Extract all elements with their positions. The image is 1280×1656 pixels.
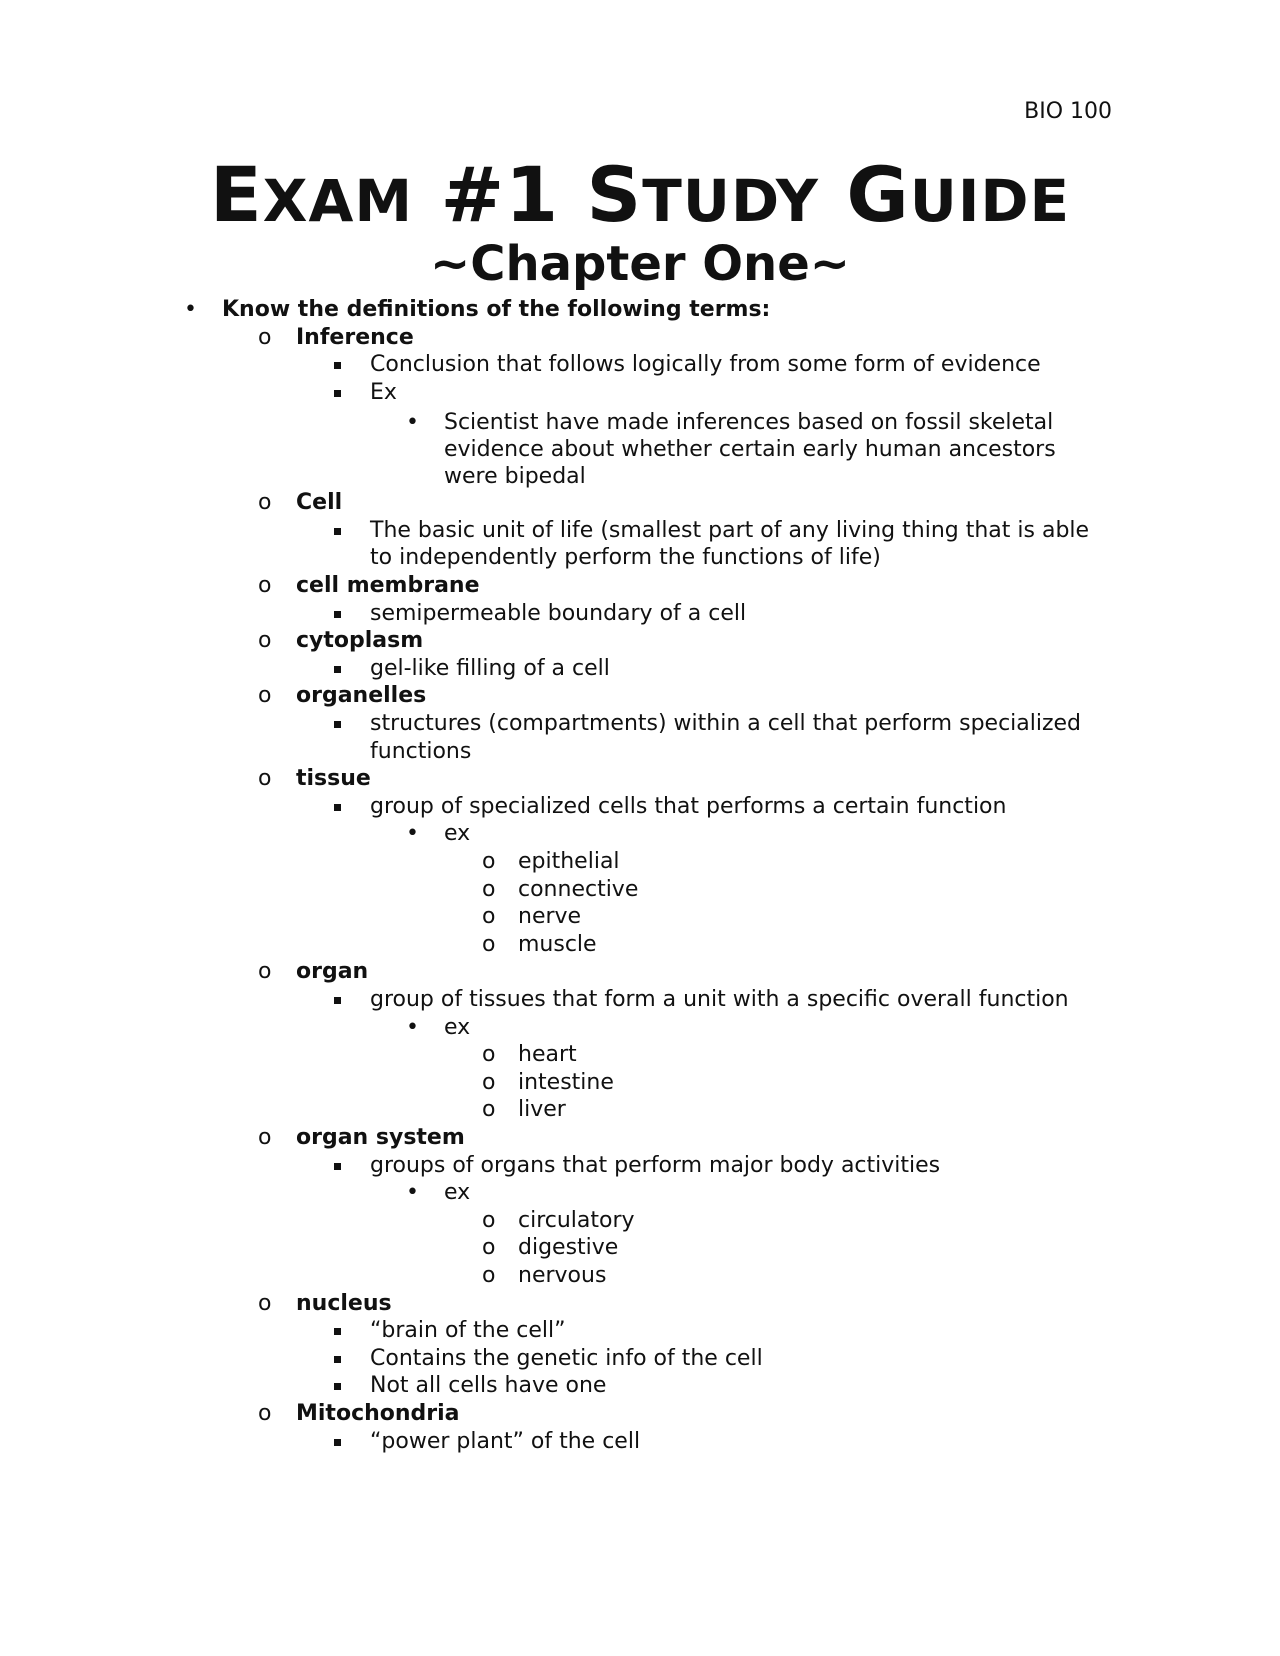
example-text: Scientist have made inferences based on fossil skeletal (444, 410, 1054, 436)
square-bullet-icon (334, 528, 341, 535)
example-item: nervous (518, 1263, 607, 1288)
example-label: ex (444, 1180, 471, 1206)
term-label: Cell (296, 490, 343, 516)
term-definition: groups of organs that perform major body activities (370, 1152, 941, 1178)
square-bullet-icon (334, 390, 341, 397)
circle-bullet-icon: o (258, 628, 272, 654)
circle-bullet-icon: o (258, 573, 272, 598)
circle-bullet-icon: o (258, 324, 272, 350)
square-bullet-icon (334, 1328, 341, 1335)
square-bullet-icon (334, 1163, 341, 1170)
term-definition: structures (compartments) within a cell that perform specialized (370, 711, 1082, 736)
term-definition: Conclusion that follows logically from some form of evidence (370, 352, 1041, 378)
example-item: nerve (518, 904, 582, 930)
circle-bullet-icon: o (482, 876, 496, 902)
circle-bullet-icon: o (258, 766, 272, 792)
course-code: BIO 100 (1024, 99, 1112, 124)
term-definition: The basic unit of life (smallest part of any living thing that is able (370, 517, 1090, 543)
bullet-icon: • (406, 1014, 419, 1040)
term-label: cytoplasm (296, 628, 424, 654)
circle-bullet-icon: o (482, 1097, 496, 1123)
circle-bullet-icon: o (482, 1042, 496, 1068)
square-bullet-icon (334, 1439, 341, 1446)
square-bullet-icon (334, 1356, 341, 1363)
term-definition: Contains the genetic info of the cell (370, 1345, 763, 1371)
term-label: Mitochondria (296, 1401, 460, 1426)
circle-bullet-icon: o (482, 849, 496, 874)
circle-bullet-icon: o (482, 1235, 496, 1261)
bullet-icon: • (406, 821, 419, 847)
example-item: muscle (518, 931, 597, 957)
page-title: EXAM #1 STUDY GUIDE (209, 150, 1071, 239)
example-item: epithelial (518, 849, 620, 874)
term-definition: “power plant” of the cell (370, 1428, 641, 1454)
term-label: organ (296, 959, 369, 985)
term-label: tissue (296, 766, 371, 792)
term-definition: semipermeable boundary of a cell (370, 600, 747, 626)
circle-bullet-icon: o (258, 490, 272, 516)
term-definition: to independently perform the functions of life) (370, 545, 881, 571)
term-definition: “brain of the cell” (370, 1318, 566, 1344)
example-item: circulatory (518, 1207, 635, 1233)
example-item: heart (518, 1042, 577, 1068)
example-label: ex (444, 1014, 471, 1040)
term-label: organ system (296, 1125, 465, 1150)
term-definition: Not all cells have one (370, 1373, 607, 1399)
example-text: were bipedal (444, 463, 586, 489)
square-bullet-icon (334, 997, 341, 1004)
term-label: nucleus (296, 1290, 392, 1316)
term-definition: group of specialized cells that performs a certain function (370, 793, 1007, 819)
term-definition: gel-like filling of a cell (370, 655, 610, 681)
term-label: organelles (296, 683, 427, 709)
circle-bullet-icon: o (482, 1069, 496, 1095)
square-bullet-icon (334, 362, 341, 369)
example-item: intestine (518, 1069, 614, 1095)
circle-bullet-icon: o (258, 1125, 272, 1150)
square-bullet-icon (334, 1383, 341, 1390)
circle-bullet-icon: o (482, 1207, 496, 1233)
example-label: ex (444, 821, 471, 847)
circle-bullet-icon: o (258, 1290, 272, 1316)
term-label: cell membrane (296, 573, 480, 598)
bullet-icon: • (184, 297, 197, 322)
circle-bullet-icon: o (258, 683, 272, 709)
example-item: connective (518, 876, 639, 902)
circle-bullet-icon: o (482, 931, 496, 957)
circle-bullet-icon: o (482, 904, 496, 930)
section-heading: Know the definitions of the following terms: (222, 297, 771, 322)
bullet-icon: • (406, 1180, 419, 1206)
circle-bullet-icon: o (258, 959, 272, 985)
square-bullet-icon (334, 721, 341, 728)
term-label: Inference (296, 324, 414, 350)
circle-bullet-icon: o (258, 1401, 272, 1426)
term-definition: functions (370, 738, 472, 764)
square-bullet-icon (334, 611, 341, 618)
circle-bullet-icon: o (482, 1263, 496, 1288)
term-definition: group of tissues that form a unit with a specific overall function (370, 987, 1069, 1012)
square-bullet-icon (334, 804, 341, 811)
term-definition: Ex (370, 379, 397, 405)
bullet-icon: • (406, 410, 419, 436)
page-subtitle: ~Chapter One~ (430, 236, 850, 292)
example-text: evidence about whether certain early human ancestors (444, 437, 1056, 462)
example-item: digestive (518, 1235, 619, 1261)
example-item: liver (518, 1097, 566, 1123)
square-bullet-icon (334, 666, 341, 673)
